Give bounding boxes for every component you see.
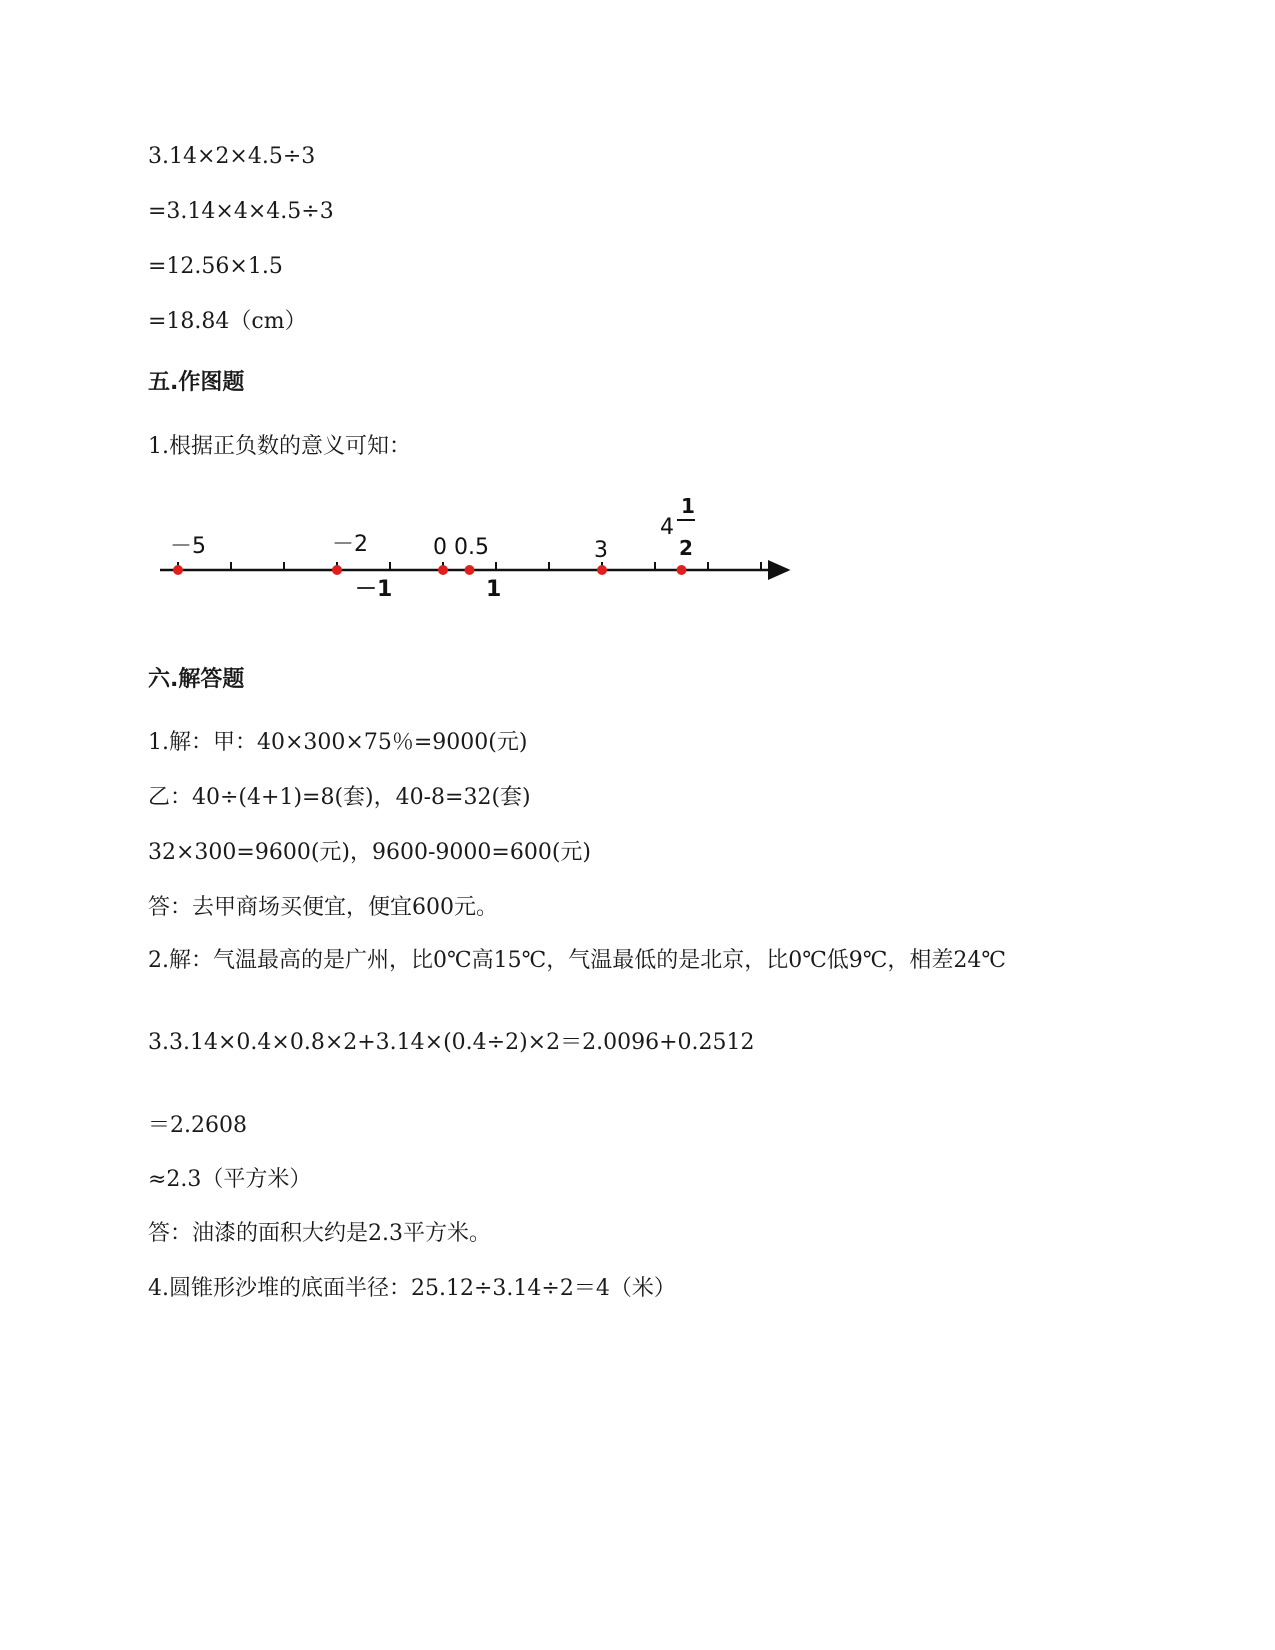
label-fraction-denominator: 2 xyxy=(679,536,693,560)
answer-line-3: 32×300=9600(元)，9600-9000=600(元) xyxy=(148,840,592,865)
section-6-title: 六.解答题 xyxy=(148,667,245,692)
marked-point xyxy=(332,565,342,575)
calc-line-4: =18.84（cm） xyxy=(148,309,307,334)
answer-line-2: 乙：40÷(4+1)=8(套)，40-8=32(套) xyxy=(148,785,531,810)
section-5-title: 五.作图题 xyxy=(148,370,245,395)
answer-line-6: 3.3.14×0.4×0.8×2+3.14×(0.4÷2)×2＝2.0096+0.2512 xyxy=(148,1030,755,1055)
section-5-question-1: 1.根据正负数的意义可知： xyxy=(148,434,411,459)
marked-point xyxy=(465,565,475,575)
marked-point xyxy=(173,565,183,575)
answer-line-8: ≈2.3（平方米） xyxy=(148,1167,312,1192)
label-zero: 0 xyxy=(433,535,447,560)
answer-line-7: ＝2.2608 xyxy=(148,1113,247,1138)
label-minus-2: －2 xyxy=(332,532,368,557)
answer-line-1: 1.解：甲：40×300×75％=9000(元) xyxy=(148,730,528,755)
label-minus-1: －1 xyxy=(355,577,393,602)
calc-line-2: =3.14×4×4.5÷3 xyxy=(148,199,334,224)
label-zero-point-five: 0.5 xyxy=(454,535,489,560)
label-minus-5: －5 xyxy=(170,534,206,559)
calc-line-3: =12.56×1.5 xyxy=(148,254,283,279)
answer-line-10: 4.圆锥形沙堆的底面半径：25.12÷3.14÷2＝4（米） xyxy=(148,1276,676,1301)
label-one: 1 xyxy=(486,577,502,602)
marked-point xyxy=(597,565,607,575)
label-fraction-numerator: 1 xyxy=(681,494,695,518)
answer-line-4: 答：去甲商场买便宜，便宜600元。 xyxy=(148,895,498,920)
answer-line-5: 2.解：气温最高的是广州，比0℃高15℃，气温最低的是北京，比0℃低9℃，相差24℃ xyxy=(148,948,1007,973)
calc-line-1: 3.14×2×4.5÷3 xyxy=(148,144,316,169)
number-line xyxy=(160,494,840,640)
marked-point xyxy=(438,565,448,575)
marked-point xyxy=(677,565,687,575)
answer-line-9: 答：油漆的面积大约是2.3平方米。 xyxy=(148,1221,491,1246)
label-three: 3 xyxy=(594,538,608,563)
label-four: 4 xyxy=(660,515,674,540)
